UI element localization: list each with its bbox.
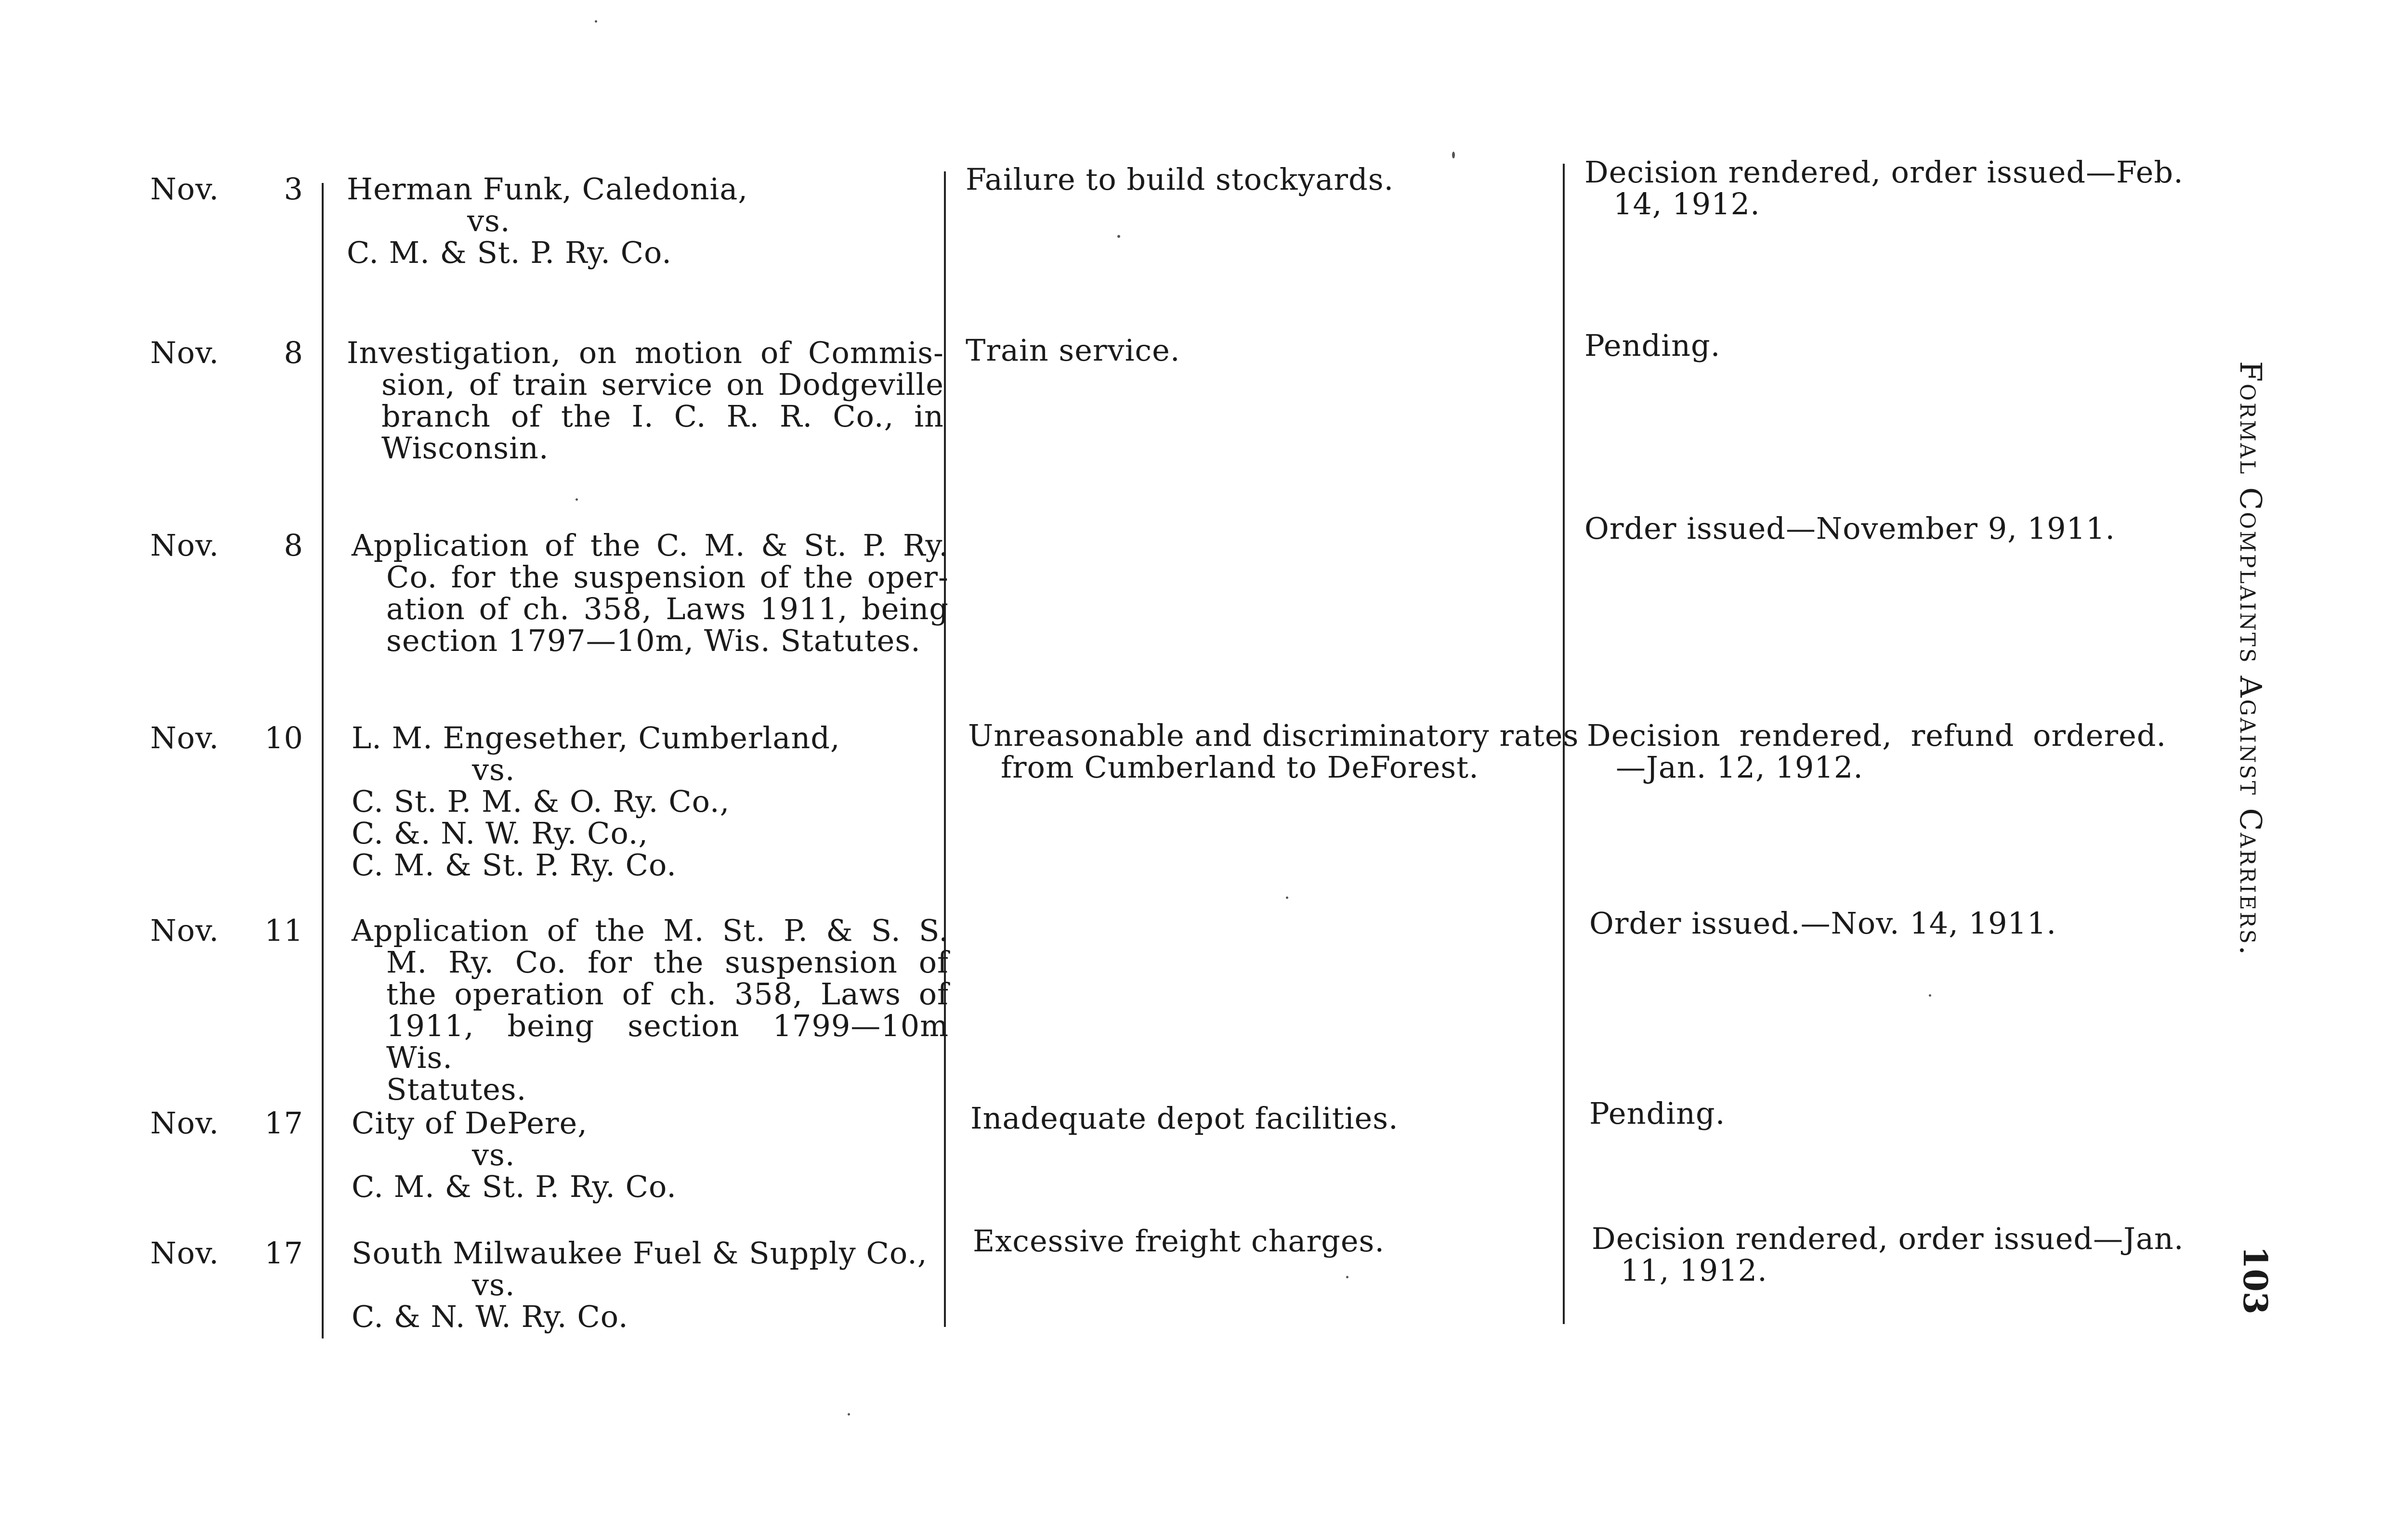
entry-disposition bbox=[1589, 1098, 2196, 1130]
case-line: Investigation, on motion of Commis- bbox=[347, 335, 944, 370]
entry-day: 8 bbox=[284, 528, 303, 563]
case-line: the operation of ch. 358, Laws of bbox=[386, 976, 949, 1012]
nature-line: from Cumberland to DeForest. bbox=[1001, 750, 1479, 785]
case-line: M. Ry. Co. for the suspension of bbox=[386, 945, 949, 980]
disposition-line: Decision rendered, order issued—Jan. bbox=[1592, 1221, 2184, 1256]
disposition-line: Order issued.—Nov. 14, 1911. bbox=[1589, 906, 2057, 941]
entry-month: Nov. bbox=[150, 720, 219, 755]
disposition-line: Pending. bbox=[1584, 328, 1721, 363]
scan-speck bbox=[1929, 994, 1931, 997]
entry-disposition bbox=[1584, 156, 2191, 220]
case-line: Application of the C. M. & St. P. Ry. bbox=[352, 528, 949, 563]
case-line: 1911, being section 1799—10m Wis. bbox=[386, 1008, 949, 1075]
case-line: C. &. N. W. Ry. Co., bbox=[352, 816, 649, 851]
entry-nature bbox=[966, 164, 1572, 195]
entry-case bbox=[352, 722, 949, 881]
entry-day: 8 bbox=[284, 335, 303, 370]
case-line: Statutes. bbox=[386, 1072, 527, 1107]
entry-case bbox=[352, 915, 949, 1105]
scan-speck bbox=[1346, 1276, 1348, 1278]
entry-month: Nov. bbox=[150, 335, 219, 370]
entry-nature bbox=[966, 335, 1572, 366]
disposition-line: 14, 1912. bbox=[1613, 186, 1760, 221]
scan-speck bbox=[1286, 896, 1288, 899]
entry-case bbox=[347, 337, 944, 464]
case-line: vs. bbox=[472, 1137, 515, 1172]
entry-day: 17 bbox=[264, 1105, 303, 1141]
disposition-line: Order issued—November 9, 1911. bbox=[1584, 511, 2116, 546]
case-line: C. & N. W. Ry. Co. bbox=[352, 1299, 628, 1334]
entry-disposition bbox=[1584, 330, 2191, 362]
entry-day: 11 bbox=[264, 913, 303, 948]
case-line: South Milwaukee Fuel & Supply Co., bbox=[352, 1235, 928, 1271]
entry-nature bbox=[968, 718, 1579, 785]
case-line: C. St. P. M. & O. Ry. Co., bbox=[352, 784, 730, 819]
entry-disposition bbox=[1592, 1223, 2199, 1286]
disposition-line: Decision rendered, order issued—Feb. bbox=[1584, 155, 2184, 190]
disposition-line: Pending. bbox=[1589, 1096, 1726, 1131]
disposition-line: —Jan. 12, 1912. bbox=[1616, 750, 1863, 785]
case-line: Wisconsin. bbox=[381, 430, 549, 466]
nature-line: Failure to build stockyards. bbox=[966, 162, 1394, 197]
page-number: 103 bbox=[2236, 1246, 2274, 1314]
scan-speck bbox=[848, 1413, 850, 1416]
case-line: Herman Funk, Caledonia, bbox=[347, 171, 748, 207]
nature-line: Inadequate depot facilities. bbox=[970, 1101, 1399, 1136]
entry-nature bbox=[973, 1225, 1580, 1257]
entry-case bbox=[352, 1237, 949, 1333]
entry-case bbox=[352, 530, 949, 657]
entry-month: Nov. bbox=[150, 913, 219, 948]
case-line: vs. bbox=[472, 1267, 515, 1302]
entry-month: Nov. bbox=[150, 528, 219, 563]
case-line: section 1797—10m, Wis. Statutes. bbox=[386, 623, 921, 658]
nature-line: Train service. bbox=[966, 333, 1180, 368]
scan-speck bbox=[595, 20, 597, 23]
scan-speck bbox=[576, 498, 578, 501]
case-line: vs. bbox=[472, 752, 515, 787]
case-line: C. M. & St. P. Ry. Co. bbox=[347, 235, 672, 270]
case-line: Application of the M. St. P. & S. S. bbox=[352, 913, 949, 948]
case-line: L. M. Engesether, Cumberland, bbox=[352, 720, 840, 755]
nature-line: Unreasonable and discriminatory rates bbox=[968, 718, 1579, 753]
entry-case bbox=[347, 173, 944, 269]
entry-disposition bbox=[1587, 720, 2194, 783]
entry-disposition bbox=[1589, 908, 2196, 939]
case-line: C. M. & St. P. Ry. Co. bbox=[352, 847, 677, 883]
nature-line: Excessive freight charges. bbox=[973, 1223, 1385, 1259]
entry-month: Nov. bbox=[150, 1105, 219, 1141]
case-line: City of DePere, bbox=[352, 1105, 588, 1141]
disposition-line: 11, 1912. bbox=[1621, 1253, 1767, 1288]
disposition-line: Decision rendered, refund ordered. bbox=[1587, 718, 2167, 753]
entry-month: Nov. bbox=[150, 1235, 219, 1271]
running-head: Formal Complaints Against Carriers. bbox=[2233, 361, 2268, 957]
entry-month: Nov. bbox=[150, 171, 219, 207]
case-line: branch of the I. C. R. R. Co., in bbox=[381, 399, 944, 434]
scan-speck bbox=[1117, 235, 1120, 238]
case-line: Co. for the suspension of the oper- bbox=[386, 559, 949, 595]
entry-nature bbox=[970, 1103, 1577, 1134]
case-line: ation of ch. 358, Laws 1911, being bbox=[386, 591, 949, 626]
entry-day: 17 bbox=[264, 1235, 303, 1271]
entry-day: 10 bbox=[264, 720, 303, 755]
entry-disposition bbox=[1584, 513, 2191, 545]
entry-day: 3 bbox=[284, 171, 303, 207]
case-line: C. M. & St. P. Ry. Co. bbox=[352, 1169, 677, 1204]
case-line: vs. bbox=[467, 203, 510, 238]
rule-date-case bbox=[322, 183, 324, 1338]
case-line: sion, of train service on Dodgeville bbox=[381, 367, 944, 402]
scan-speck bbox=[1452, 152, 1455, 158]
entry-case bbox=[352, 1107, 949, 1203]
